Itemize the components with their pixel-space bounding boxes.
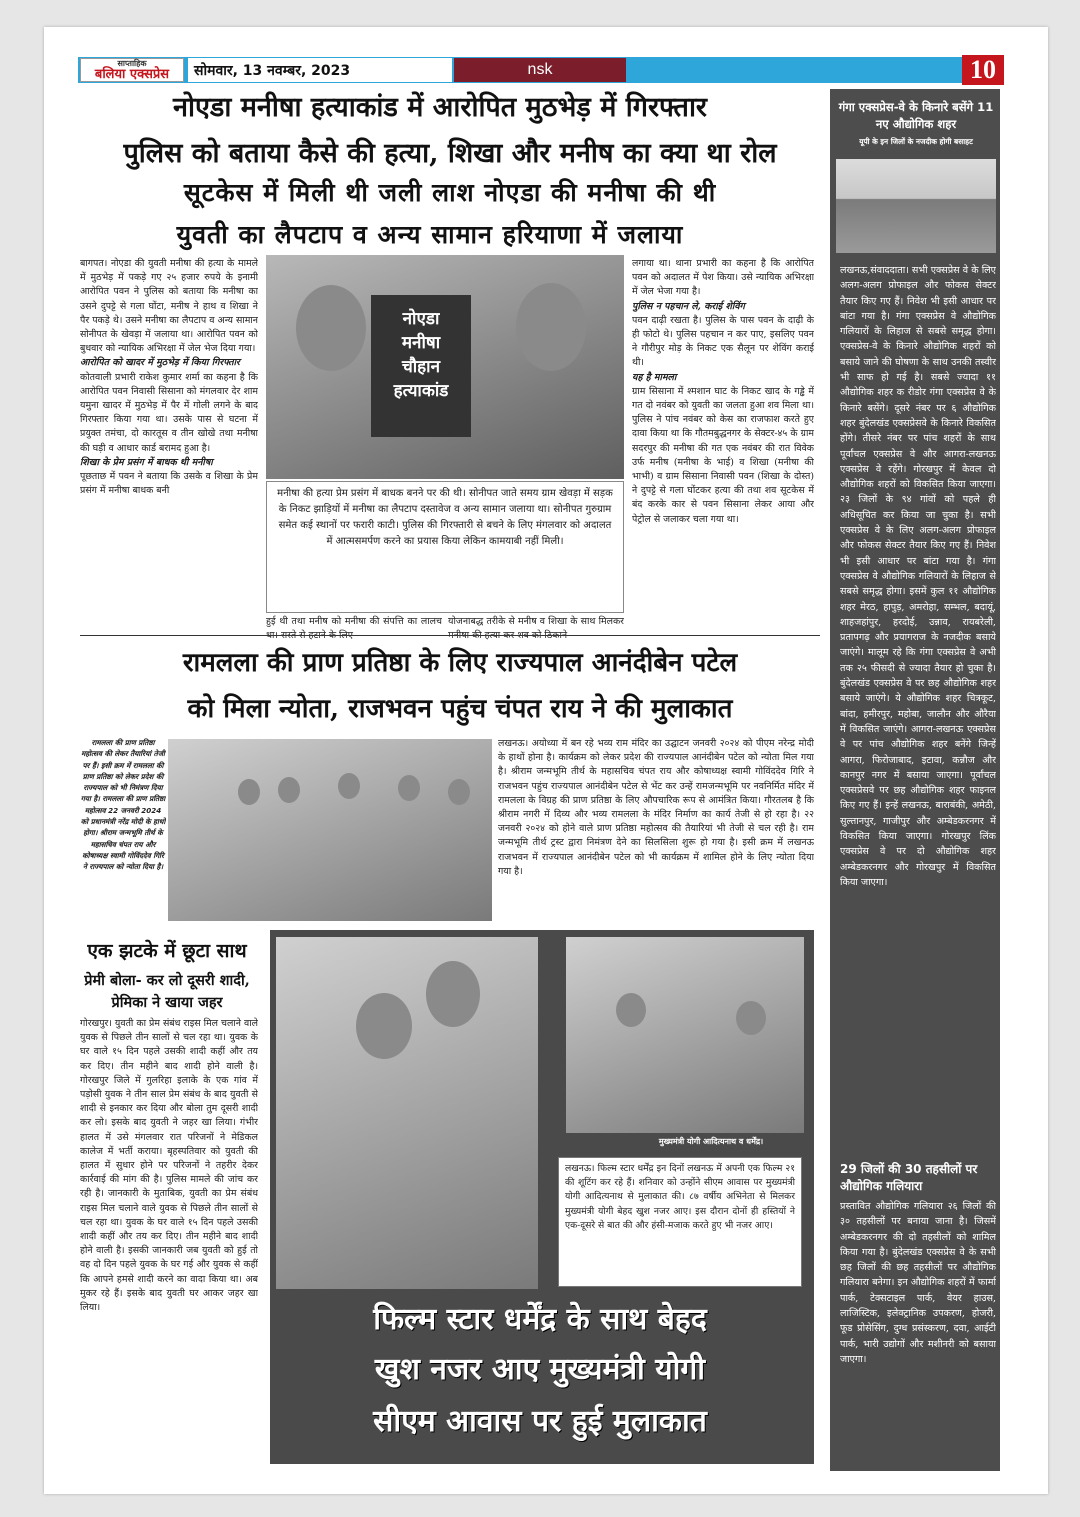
story1-column4: [632, 257, 814, 643]
story3-subhead: प्रेमी बोला- कर लो दूसरी शादी, प्रेमिका ने खाया जहर: [84, 972, 250, 1011]
person-head: [278, 777, 300, 803]
story1-col1-para3: पूछताछ में पवन ने बताया कि उसके व शिखा के प्रेम प्रसंग में मनीषा बाधक बनी: [80, 471, 258, 497]
photo-label-line: नोएडा: [402, 309, 440, 329]
person-head: [448, 779, 470, 805]
story4-headline-line1: फिल्म स्टार धर्मेंद्र के साथ बेहद: [373, 1302, 707, 1337]
story1-col1-para2: कोतवाली प्रभारी राकेश कुमार शर्मा का कहना है कि आरोपित पवन निवासी सिसाना को मंगलवार देर शाम यमुना खादर में मुठभेड़ में पैर में गोली लगने के बाद गिरफ्तार किया गया था। उसके पास से घटना में प्रयुक्त तमंचा, दो कारतूस व तीन खोखे तथा मनीषा की घड़ी व आधार कार्ड बरामद हुआ है।: [80, 371, 258, 454]
story1-col4-para1: लगाया था। थाना प्रभारी का कहना है कि आरोपित पवन को अदालत में पेश किया। उसे न्यायिक अभिरक्षा में जेल भेजा गया है।: [632, 258, 814, 298]
story1-col3-bottom: योजनाबद्ध तरीके से मनीष व शिखा के साथ मिलकर: [448, 616, 624, 627]
photo-label-line: हत्याकांड: [393, 381, 449, 401]
portrait-right: [516, 283, 586, 371]
sidebar-subhead: यूपी के इन जिलों के नजदीक होगी बसाहट: [859, 137, 973, 146]
person-head: [356, 993, 412, 1059]
story4-photo-caption: मुख्यमंत्री योगी आदित्यनाथ व धर्मेंद्र।: [658, 1137, 764, 1146]
person-head: [338, 773, 360, 799]
logo-tagline: साप्ताहिक: [117, 59, 147, 68]
expressway-photo: [836, 159, 996, 253]
story1-col1-subhead2: शिखा के प्रेम प्रसंग में बाधक थी मनीषा: [80, 456, 213, 468]
newspaper-page: [44, 27, 1048, 1494]
story1-col1-subhead1: आरोपित को खादर में मुठभेड़ में किया गिरफ्तार: [80, 357, 240, 369]
story1-col4-subhead1: पुलिस न पहचान ले, कराई शेविंग: [632, 300, 745, 312]
section-divider: [80, 635, 820, 636]
photo-label-line: चौहान: [401, 357, 441, 377]
photo-label-line: मनीषा: [401, 333, 441, 353]
story4-headline-line2: खुश नजर आए मुख्यमंत्री योगी: [374, 1352, 706, 1387]
story1-headline-line1: नोएडा मनीषा हत्याकांड में आरोपित मुठभेड़ में गिरफ्तार: [173, 92, 707, 123]
meeting-photo: [566, 937, 804, 1133]
sidebar-headline: गंगा एक्सप्रेस-वे के किनारे बसेंगे 11 नए औद्योगिक शहर: [838, 100, 994, 131]
person-head: [616, 993, 646, 1027]
story3-body: गोरखपुर। युवती का प्रेम संबंध राइस मिल चलाने वाले युवक से पिछले तीन सालों से चल रहा था। युवक के घर वाले १५ दिन पहले उसकी शादी कहीं और तय कर दिए। तीन महीने बाद शादी होने वाली है। गोरखपुर जिले में गुलरिहा इलाके के एक गांव में पड़ोसी युवक ने तीन साल प्रेम संबंध के बाद युवती से शादी से इनकार कर दिया और बोला तुम दूसरी शादी कर लो। इसके बाद युवती ने जहर खा लिया। गंभीर हालत में उसे मंगलवार रात परिजनों ने मेडिकल कालेज में भर्ती कराया। बृहस्पतिवार को युवती की हालत में सुधार होने पर परिजनों ने तहरीर देकर कार्रवाई की मांग की है। पुलिस मामले की जांच कर रही है। जानकारी के मुताबिक, युवती का प्रेम संबंध राइस मिल चलाने वाले युवक से पिछले तीन सालों से चल रहा था। युवक के घर वाले १५ दिन पहले उसकी शादी कहीं और तय कर दिए। तीन महीने बाद शादी होने वाली है। इसकी जानकारी जब युवती को हुई तो वह दो दिन पहले युवक के घर गई और युवक से कहीं कि आपने हमसे शादी करने का वादा किया था। अब मुकर रहे हैं। इसके बाद युवती घर आकर जहर खा लिया।: [80, 1018, 258, 1314]
story1-subhead-line2: युवती का लैपटाप व अन्य सामान हरियाणा में जलाया: [176, 220, 684, 249]
story1-col4-para2: पवन दाढ़ी रखता है। पुलिस के पास पवन के दाढ़ी के ही फोटो थे। पुलिस पहचान न कर पाए, इसलिए पवन ने गौरीपुर मोड़ के निकट एक सैलून पर शेविंग कराई थी।: [632, 314, 814, 369]
person-head: [736, 1001, 766, 1035]
story4-body: लखनऊ। फिल्म स्टार धर्मेंद्र इन दिनों लखनऊ में अपनी एक फिल्म २१ की शूटिंग कर रहे हैं। शनिवार को उन्होंने सीएम आवास पर मुख्यमंत्री योगी आदित्यनाथ से मुलाकात की। ८७ वर्षीय अभिनेता से मिलकर मुख्यमंत्री योगी बेहद खुश नजर आए। इस दौरान दोनों ही हस्तियों ने एक-दूसरे से बात की और हंसी-मजाक करते हुए भी नजर आए।: [558, 1157, 802, 1287]
person-head: [398, 775, 420, 801]
story3-headline: एक झटके में छूटा साथ: [87, 940, 247, 962]
rajbhavan-photo: [168, 739, 492, 921]
sidebar-body2: प्रस्तावित औद्योगिक गलियारा २६ जिलों की ३० तहसीलों पर बनाया जाना है। जिसमें अम्बेडकरनगर की दो तहसीलों को शामिल किया गया है। बुंदेलखंड एक्सप्रेस वे के सभी छह जिलों की छह तहसीलों पर औद्योगिक गलियारा बनेगा। इन औद्योगिक शहरों में फार्मा पार्क, टेक्सटाइल पार्क, वेयर हाउस, लाजिस्टिक, इलेक्ट्रानिक उपकरण, होजरी, फूड प्रोसेसिंग, दुग्ध प्रसंस्करण, दवा, आईटी पार्क, भारी उद्योगों और मशीनरी को बसाया जाएगा।: [840, 1201, 996, 1365]
story2-headline-line2: को मिला न्योता, राजभवन पहुंच चंपत राय ने की मुलाकात: [187, 694, 733, 724]
masthead-logo: [80, 58, 184, 82]
photo-label: [371, 295, 471, 437]
story1-photo-caption: मनीषा की हत्या प्रेम प्रसंग में बाधक बनने पर की थी। सोनीपत जाते समय ग्राम खेवड़ा में सड़क के निकट झाड़ियों में मनीषा का लैपटाप दस्तावेज व अन्य सामान जलाया था। सोनीपत गुरुग्राम समेत कई स्थानों पर फरारी काटी। पुलिस की गिरफ्तारी से बचने के लिए मंगलवार को अदालत में आत्मसमर्पण करने का प्रयास किया लेकिन कामयाबी नहीं मिली।: [266, 481, 624, 613]
page-number: 10: [962, 55, 1004, 85]
story1-col4-para3: ग्राम सिसाना में श्मशान घाट के निकट खाद के गड्ढे में गत दो नवंबर को युवती का जलता हुआ शव मिला था। पुलिस ने पांच नवंबर को केस का राजफाश करते हुए दावा किया था कि गौतमबुद्धनगर के सेक्टर-४५ के ग्राम सदरपुर की मनीषा की गत एक नवंबर की रात विवेक उर्फ मनीष (मनीषा के भाई) व शिखा (मनीषा की भाभी) व ग्राम सिसाना निवासी पवन (शिखा के दोस्त) ने दुपट्टे से गला घोंटकर हत्या की तथा शव सूटकेस में बंद करके कार से पवन सिसाना लेकर आया और पेट्रोल से जलाकर चला गया था।: [632, 385, 814, 525]
person-head: [238, 779, 260, 805]
yogi-dharmendra-photo: [276, 937, 538, 1289]
story2-photo-caption: रामलला की प्राण प्रतिष्ठा महोत्सव की लेकर तैयारियां तेजी पर हैं। इसी क्रम में रामलला की प्राण प्रतिष्ठा को लेकर प्रदेश की राज्यपाल को भी निमंत्रण दिया गया है। रामलला की प्राण प्रतिष्ठा महोत्सव 22 जनवरी 2024 को प्रधानमंत्री नरेंद्र मोदी के हाथों होगा। श्रीराम जन्मभूमि तीर्थ के महासचिव चंपत राय और कोषाध्यक्ष स्वामी गोविंददेव गिरि ने राज्यपाल को न्योता दिया है।: [80, 738, 166, 872]
person-head: [426, 961, 480, 1027]
story1-column1: [80, 257, 258, 611]
story2-body: लखनऊ। अयोध्या में बन रहे भव्य राम मंदिर का उद्घाटन जनवरी २०२४ को पीएम नरेन्द्र मोदी के हाथों होना है। कार्यक्रम को लेकर प्रदेश की राज्यपाल आनंदीबेन पटेल को न्योता मिल गया है। श्रीराम जन्मभूमि तीर्थ के महासचिव चंपत राय और कोषाध्यक्ष स्वामी गोविंददेव गिरि ने राजभवन पहुंच राज्यपाल आनंदीबेन पटेल से भेंट कर उन्हें रामजन्मभूमि पर नवनिर्मित मंदिर में रामलला के विग्रह की प्राण प्रतिष्ठा के लिए औपचारिक रूप से आमंत्रित किया। गौरतलब है कि श्रीराम नगरी में दिव्य और भव्य रामलला के मंदिर निर्माण का कार्य तेजी से हो रहा है। २२ जनवरी २०२४ को होने वाले प्राण प्रतिष्ठा महोत्सव की तैयारियां भी तेजी से चल रही है। राम जन्मभूमि तीर्थ ट्रस्ट द्वारा निमंत्रण देने का सिलसिला शुरू हो गया है। इसी क्रम में लखनऊ राजभवन में राज्यपाल आनंदीबेन पटेल को भी कार्यक्रम में शामिल होने के लिए न्योता दिया गया है।: [498, 738, 814, 877]
sidebar-body: लखनऊ,संवाददाता। सभी एक्सप्रेस वे के लिए अलग-अलग प्रोफाइल और फोकस सेक्टर तैयार किए गए हैं। निवेश भी इसी आधार पर बांटा गया है। गंगा एक्सप्रेस वे औद्योगिक गलियारों के लिहाज से सबसे समृद्ध होगा। एक्सप्रेस-वे के किनारे औद्योगिक शहरों को बसाये जाने की घोषणा के साथ उनकी तस्वीर भी साफ हो गई है। सबसे ज्यादा ११ औद्योगिक शहर क रीडोर गंगा एक्सप्रेस वे के किनारे बसेंगे। दूसरे नंबर पर ६ औद्योगिक शहर बुंदेलखंड एक्सप्रेसवे के किनारे विकसित होंगे। तीसरे नंबर पर पांच शहरों के साथ पूर्वांचल एक्सप्रेस वे और आगरा-लखनऊ एक्सप्रेस वे रहेंगे। गोरखपुर में केवल दो औद्योगिक शहरों को विकसित किया जाएगा। २३ जिलों के ९४ गांवों को पहले ही अधिसूचित कर किया जा चुका है। सभी एक्सप्रेस वे के लिए अलग-अलग प्रोफाइल और फोकस सेक्टर तैयार किए गए हैं। निवेश भी इसी आधार पर बांटा गया है। गंगा एक्सप्रेस वे औद्योगिक गलियारों के लिहाज से सबसे समृद्ध होगा। इसमें कुल ११ औद्योगिक शहर मेरठ, हापुड़, अमरोहा, सम्भल, बदायूं, शाहजहांपुर, हरदोई, उन्नाव, रायबरेली, प्रतापगढ़ और प्रयागराज के नजदीक बसाये जाएंगे। मालूम रहे कि गंगा एक्सप्रेस वे अभी तक २५ फीसदी से ज्यादा तैयार हो चुका है। बुंदेलखंड एक्सप्रेस वे पर छह औद्योगिक शहर बसाये जाएंगे। ये औद्योगिक शहर चित्रकूट, बांदा, हमीरपुर, महोबा, जालौन और औरैया में विकसित जाएंगे। आगरा-लखनऊ एक्सप्रेस वे पर पांच औद्योगिक शहर बनेंगे जिन्हें आगरा, फिरोजाबाद, इटावा, कन्नौज और कानपुर नगर में बसाया जाएगा। पूर्वांचल एक्सप्रेसवे पर छह औद्योगिक शहर फाइनल किए गए हैं। इन्हें लखनऊ, बाराबंकी, अमेठी, सुल्तानपुर, गाजीपुर और अम्बेडकरनगर में विकसित किया जाएगा। गोरखपुर लिंक एक्सप्रेस वे पर दो औद्योगिक शहर अम्बेडकरनगर और गोरखपुर में विकसित किया जाएगा।: [840, 265, 996, 888]
story1-subhead-line1: सूटकेस में मिली थी जली लाश नोएडा की मनीषा की थी: [183, 178, 717, 207]
sidebar-subhead2: 29 जिलों की 30 तहसीलों पर औद्योगिक गलियारा: [840, 1162, 978, 1193]
issue-date: सोमवार, 13 नवम्बर, 2023: [194, 63, 351, 79]
story1-col4-subhead2: यह है मामला: [632, 371, 677, 383]
story2-headline-line1: रामलला की प्राण प्रतिष्ठा के लिए राज्यपाल आनंदीबेन पटेल: [182, 648, 738, 678]
logo-name: बलिया एक्सप्रेस: [94, 67, 170, 82]
story1-col2-bottom: हुई थी तथा मनीष को मनीषा की संपत्ति का लालच: [266, 616, 442, 627]
story1-col1-para1: बागपत। नोएडा की युवती मनीषा की हत्या के मामले में मुठभेड़ में पकड़े गए २५ हजार रुपये के इनामी आरोपित पवन ने पुलिस को बताया कि मनीषा का उसने दुपट्टे से गला घोंटा, मनीष ने हाथ व शिखा ने पैर पकड़े थे। उसने मनीषा का लैपटाप व अन्य सामान सोनीपत के खेवड़ा में जलाया था। आरोपित पवन को बुधवार को न्यायिक अभिरक्षा में जेल भेज दिया गया।: [80, 258, 258, 355]
story4-headline-line3: सीएम आवास पर हुई मुलाकात: [373, 1404, 707, 1439]
edition-label: nsk: [454, 58, 626, 82]
story1-headline-line2: पुलिस को बताया कैसे की हत्या, शिखा और मनीष का क्या था रोल: [123, 138, 777, 169]
portrait-left: [296, 285, 366, 371]
